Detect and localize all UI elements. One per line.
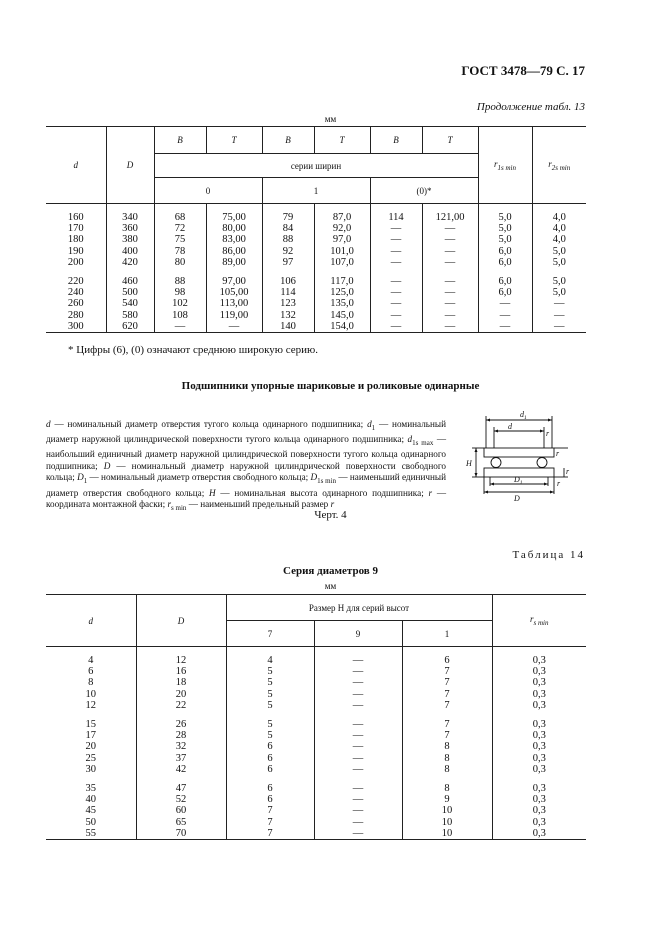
- t13-cell: 180: [46, 234, 106, 245]
- t14-cell: 6: [226, 741, 314, 752]
- t14-cell: 0,3: [492, 666, 586, 677]
- t13-cell: 300: [46, 321, 106, 333]
- t14-cell: 0,3: [492, 753, 586, 764]
- t14-cell: —: [314, 666, 402, 677]
- t14-cell: 5: [226, 677, 314, 688]
- t13-cell: 145,0: [314, 310, 370, 321]
- t13-cell: 420: [106, 257, 154, 268]
- group-spacer: [46, 775, 586, 783]
- col-header-d: d: [46, 127, 106, 204]
- t13-cell: —: [370, 276, 422, 287]
- t14-cell: 20: [136, 689, 226, 700]
- t14-cell: 0,3: [492, 730, 586, 741]
- t14-cell: 12: [136, 655, 226, 666]
- t14-cell: 6: [226, 783, 314, 794]
- t13-cell: —: [370, 287, 422, 298]
- t13-cell: 340: [106, 212, 154, 223]
- table-row: [46, 794, 586, 805]
- col-header-H: Размер H для серий высот: [226, 595, 492, 621]
- t13-cell: —: [478, 321, 532, 333]
- table-number: Таблица 14: [512, 549, 585, 561]
- t14-cell: —: [314, 828, 402, 840]
- t13-cell: 132: [262, 310, 314, 321]
- t13-cell: 105,00: [206, 287, 262, 298]
- t14-cell: 47: [136, 783, 226, 794]
- table-row: [46, 805, 586, 816]
- table-row: [46, 276, 586, 287]
- col-header-T-1: T: [314, 127, 370, 154]
- group-spacer: [46, 647, 586, 656]
- t13-cell: —: [532, 310, 586, 321]
- group-spacer: [46, 268, 586, 276]
- t13-cell: 106: [262, 276, 314, 287]
- table-row: [46, 730, 586, 741]
- t14-cell: 10: [46, 689, 136, 700]
- t13-cell: 5,0: [532, 276, 586, 287]
- t14-cell: 6: [46, 666, 136, 677]
- t13-cell: 119,00: [206, 310, 262, 321]
- t13-cell: 121,00: [422, 212, 478, 223]
- t14-cell: 20: [46, 741, 136, 752]
- t13-cell: —: [422, 234, 478, 245]
- t13-cell: —: [478, 310, 532, 321]
- t14-cell: 7: [402, 730, 492, 741]
- table-row: [46, 741, 586, 752]
- t13-cell: —: [206, 321, 262, 333]
- col-header-d: d: [46, 595, 136, 647]
- table-13: [46, 126, 586, 333]
- t14-cell: —: [314, 655, 402, 666]
- t13-cell: 97: [262, 257, 314, 268]
- t14-cell: 0,3: [492, 805, 586, 816]
- t14-cell: 42: [136, 764, 226, 775]
- t13-cell: —: [532, 321, 586, 333]
- table-row: [46, 310, 586, 321]
- t13-cell: 83,00: [206, 234, 262, 245]
- t14-cell: 7: [402, 689, 492, 700]
- t14-cell: 50: [46, 817, 136, 828]
- table-row: [46, 677, 586, 688]
- t14-cell: 45: [46, 805, 136, 816]
- t14-cell: 28: [136, 730, 226, 741]
- t14-cell: 12: [46, 700, 136, 711]
- series-title: Серия диаметров 9: [283, 565, 378, 577]
- t14-cell: 70: [136, 828, 226, 840]
- col-header-T-0: T: [206, 127, 262, 154]
- t13-cell: —: [478, 298, 532, 309]
- col-header-B-0: B: [154, 127, 206, 154]
- t13-cell: 620: [106, 321, 154, 333]
- t13-cell: 6,0: [478, 276, 532, 287]
- t14-cell: —: [314, 783, 402, 794]
- t14-cell: 32: [136, 741, 226, 752]
- col-header-T-2: T: [422, 127, 478, 154]
- t14-cell: 0,3: [492, 677, 586, 688]
- t13-cell: 220: [46, 276, 106, 287]
- label-H: H: [466, 459, 472, 468]
- t14-cell: 30: [46, 764, 136, 775]
- t14-cell: 7: [226, 828, 314, 840]
- t14-cell: 8: [402, 764, 492, 775]
- t13-cell: 75,00: [206, 212, 262, 223]
- t14-cell: 8: [46, 677, 136, 688]
- t14-cell: 8: [402, 741, 492, 752]
- t13-cell: —: [422, 298, 478, 309]
- t13-cell: —: [154, 321, 206, 333]
- t14-cell: 37: [136, 753, 226, 764]
- t14-cell: —: [314, 753, 402, 764]
- label-d: d: [508, 422, 512, 431]
- table-row: [46, 700, 586, 711]
- col-header-r2smin: $r_{2s min}$: [532, 127, 586, 204]
- t13-cell: 117,0: [314, 276, 370, 287]
- t13-cell: —: [370, 310, 422, 321]
- t13-cell: 6,0: [478, 246, 532, 257]
- group-spacer: [46, 711, 586, 719]
- t13-cell: 140: [262, 321, 314, 333]
- t14-cell: —: [314, 730, 402, 741]
- col-header-B-2: B: [370, 127, 422, 154]
- t13-cell: 6,0: [478, 287, 532, 298]
- t14-cell: 7: [226, 817, 314, 828]
- t14-cell: 0,3: [492, 689, 586, 700]
- table-row: [46, 817, 586, 828]
- t14-cell: 5: [226, 689, 314, 700]
- t14-cell: 60: [136, 805, 226, 816]
- t13-cell: —: [422, 223, 478, 234]
- table-row: [46, 719, 586, 730]
- t13-cell: 92,0: [314, 223, 370, 234]
- t14-cell: 35: [46, 783, 136, 794]
- t13-cell: —: [370, 234, 422, 245]
- table-row: [46, 689, 586, 700]
- t14-cell: 0,3: [492, 741, 586, 752]
- t14-cell: 7: [226, 805, 314, 816]
- t14-cell: 18: [136, 677, 226, 688]
- height-series-9: 9: [314, 621, 402, 647]
- t13-cell: 260: [46, 298, 106, 309]
- table-row: [46, 298, 586, 309]
- t13-cell: 113,00: [206, 298, 262, 309]
- group-spacer: [46, 204, 586, 213]
- t13-cell: —: [532, 298, 586, 309]
- t13-cell: 6,0: [478, 257, 532, 268]
- label-D: D: [514, 494, 520, 503]
- t13-cell: 101,0: [314, 246, 370, 257]
- t14-cell: 5: [226, 666, 314, 677]
- t14-cell: 0,3: [492, 655, 586, 666]
- t14-cell: —: [314, 817, 402, 828]
- t14-cell: 8: [402, 753, 492, 764]
- t13-cell: 5,0: [478, 212, 532, 223]
- t14-cell: 0,3: [492, 794, 586, 805]
- t14-cell: —: [314, 677, 402, 688]
- t13-cell: 5,0: [532, 287, 586, 298]
- table-row: [46, 234, 586, 245]
- t14-cell: 5: [226, 730, 314, 741]
- t14-cell: 10: [402, 817, 492, 828]
- t14-cell: 7: [402, 666, 492, 677]
- t13-cell: 88: [154, 276, 206, 287]
- t13-cell: 97,00: [206, 276, 262, 287]
- t14-cell: 4: [46, 655, 136, 666]
- t13-cell: 80: [154, 257, 206, 268]
- t14-cell: 0,3: [492, 828, 586, 840]
- col-header-D: D: [106, 127, 154, 204]
- t13-cell: 102: [154, 298, 206, 309]
- series-0-star-label: (0)*: [370, 178, 478, 204]
- t14-cell: —: [314, 764, 402, 775]
- table-14: [46, 594, 586, 840]
- symbol-legend: d — номинальный диаметр отверстия тугого кольца одинарного подшипника; $d_1$ — номинальный диаметр наружной цилиндрической поверхности тугого кольца одинарного подшипника; $d_{1s max}$ — наибольший единичный диаметр наружной цилиндрической поверхности тугого кольца одинарного подшипника; D — номинальный диаметр наружной цилиндрической поверхности свободного кольца; $D_1$ — номинальный диаметр отверстия свободного кольца; $D_{1s min}$ — наименьший единичный диаметр отверстия свободного кольца; H — номинальная высота одинарного подшипника; r — координата монтажной фаски; $r_{s min}$ — наименьший предельный размер r: [46, 419, 447, 512]
- t14-cell: —: [314, 794, 402, 805]
- t13-cell: 89,00: [206, 257, 262, 268]
- table-row: [46, 287, 586, 298]
- t13-cell: 280: [46, 310, 106, 321]
- t13-cell: —: [370, 223, 422, 234]
- t14-cell: 6: [226, 764, 314, 775]
- t14-cell: 0,3: [492, 783, 586, 794]
- t13-cell: 86,00: [206, 246, 262, 257]
- t13-cell: —: [422, 310, 478, 321]
- t14-cell: 7: [402, 700, 492, 711]
- t14-cell: —: [314, 805, 402, 816]
- t13-cell: 97,0: [314, 234, 370, 245]
- t13-cell: 460: [106, 276, 154, 287]
- label-r-bottom: r: [557, 479, 561, 488]
- table-row: [46, 246, 586, 257]
- t13-cell: 170: [46, 223, 106, 234]
- t13-cell: 108: [154, 310, 206, 321]
- footnote: * Цифры (6), (0) означают среднюю широкую серию.: [68, 344, 319, 356]
- t14-cell: 65: [136, 817, 226, 828]
- label-r-right-2: r: [566, 467, 570, 476]
- t13-cell: 79: [262, 212, 314, 223]
- t14-cell: 0,3: [492, 700, 586, 711]
- t13-cell: 87,0: [314, 212, 370, 223]
- label-r-top: r: [546, 429, 550, 438]
- width-series-label: серии ширин: [154, 154, 478, 178]
- t13-cell: 114: [370, 212, 422, 223]
- table-row: [46, 828, 586, 840]
- t14-cell: 10: [402, 828, 492, 840]
- t13-cell: 107,0: [314, 257, 370, 268]
- t13-cell: 360: [106, 223, 154, 234]
- t14-cell: —: [314, 700, 402, 711]
- t13-cell: 580: [106, 310, 154, 321]
- t13-cell: 92: [262, 246, 314, 257]
- t13-cell: 154,0: [314, 321, 370, 333]
- t13-cell: —: [370, 321, 422, 333]
- t14-cell: 7: [402, 719, 492, 730]
- t14-cell: 8: [402, 783, 492, 794]
- t14-cell: 55: [46, 828, 136, 840]
- t14-cell: 22: [136, 700, 226, 711]
- col-header-rsmin: $r_{s min}$: [492, 595, 586, 647]
- series-0-label: 0: [154, 178, 262, 204]
- t14-cell: 0,3: [492, 817, 586, 828]
- t14-cell: 52: [136, 794, 226, 805]
- t13-cell: 200: [46, 257, 106, 268]
- t13-cell: 4,0: [532, 234, 586, 245]
- section-title: Подшипники упорные шариковые и роликовые одинарные: [181, 380, 480, 392]
- t13-cell: —: [422, 287, 478, 298]
- t13-cell: 380: [106, 234, 154, 245]
- t13-cell: 190: [46, 246, 106, 257]
- t14-cell: 16: [136, 666, 226, 677]
- t13-cell: 4,0: [532, 223, 586, 234]
- col-header-B-1: B: [262, 127, 314, 154]
- series-1-label: 1: [262, 178, 370, 204]
- t13-cell: 5,0: [532, 246, 586, 257]
- col-header-r1smin: $r_{1s min}$: [478, 127, 532, 204]
- t13-cell: —: [370, 257, 422, 268]
- t13-cell: 84: [262, 223, 314, 234]
- t13-cell: 125,0: [314, 287, 370, 298]
- t13-cell: —: [422, 246, 478, 257]
- t14-cell: 17: [46, 730, 136, 741]
- t14-cell: —: [314, 741, 402, 752]
- t14-cell: 40: [46, 794, 136, 805]
- t14-cell: 6: [226, 753, 314, 764]
- table-row: [46, 666, 586, 677]
- height-series-1: 1: [402, 621, 492, 647]
- t13-cell: 540: [106, 298, 154, 309]
- col-header-D: D: [136, 595, 226, 647]
- label-d1: $d_1$: [520, 410, 527, 421]
- t13-cell: 400: [106, 246, 154, 257]
- table-row: [46, 764, 586, 775]
- t13-cell: 72: [154, 223, 206, 234]
- table-continuation-label: Продолжение табл. 13: [476, 101, 585, 113]
- figure-caption: Черт. 4: [314, 509, 347, 521]
- t13-cell: 80,00: [206, 223, 262, 234]
- label-D1: $D_1$: [514, 475, 523, 486]
- t14-cell: 4: [226, 655, 314, 666]
- height-series-7: 7: [226, 621, 314, 647]
- table-row: [46, 655, 586, 666]
- table-row: [46, 212, 586, 223]
- t13-cell: —: [370, 246, 422, 257]
- t13-cell: —: [422, 321, 478, 333]
- t14-cell: 26: [136, 719, 226, 730]
- t14-cell: 7: [402, 677, 492, 688]
- bearing-drawing: [464, 408, 574, 506]
- t13-cell: 5,0: [478, 223, 532, 234]
- t13-cell: 98: [154, 287, 206, 298]
- t14-cell: 10: [402, 805, 492, 816]
- t14-cell: 6: [226, 794, 314, 805]
- table-row: [46, 223, 586, 234]
- table-row: [46, 321, 586, 333]
- label-r-right-1: r: [556, 449, 560, 458]
- t13-cell: —: [422, 276, 478, 287]
- t13-cell: 5,0: [532, 257, 586, 268]
- t13-cell: 500: [106, 287, 154, 298]
- t13-cell: —: [422, 257, 478, 268]
- t13-cell: 114: [262, 287, 314, 298]
- t14-cell: —: [314, 689, 402, 700]
- t14-cell: 0,3: [492, 764, 586, 775]
- t14-cell: 5: [226, 719, 314, 730]
- t14-cell: 0,3: [492, 719, 586, 730]
- t13-cell: 135,0: [314, 298, 370, 309]
- unit-label-1: мм: [324, 114, 337, 124]
- table-row: [46, 783, 586, 794]
- table-row: [46, 257, 586, 268]
- t13-cell: 160: [46, 212, 106, 223]
- t14-cell: 6: [402, 655, 492, 666]
- t13-cell: 88: [262, 234, 314, 245]
- t13-cell: —: [370, 298, 422, 309]
- page-header: ГОСТ 3478—79 С. 17: [461, 63, 585, 78]
- t14-cell: 25: [46, 753, 136, 764]
- unit-label-2: мм: [324, 581, 337, 591]
- t13-cell: 75: [154, 234, 206, 245]
- t13-cell: 78: [154, 246, 206, 257]
- t14-cell: 15: [46, 719, 136, 730]
- t14-cell: 9: [402, 794, 492, 805]
- t13-cell: 5,0: [478, 234, 532, 245]
- t14-cell: —: [314, 719, 402, 730]
- table-row: [46, 753, 586, 764]
- t13-cell: 240: [46, 287, 106, 298]
- t13-cell: 4,0: [532, 212, 586, 223]
- t13-cell: 68: [154, 212, 206, 223]
- t13-cell: 123: [262, 298, 314, 309]
- t14-cell: 5: [226, 700, 314, 711]
